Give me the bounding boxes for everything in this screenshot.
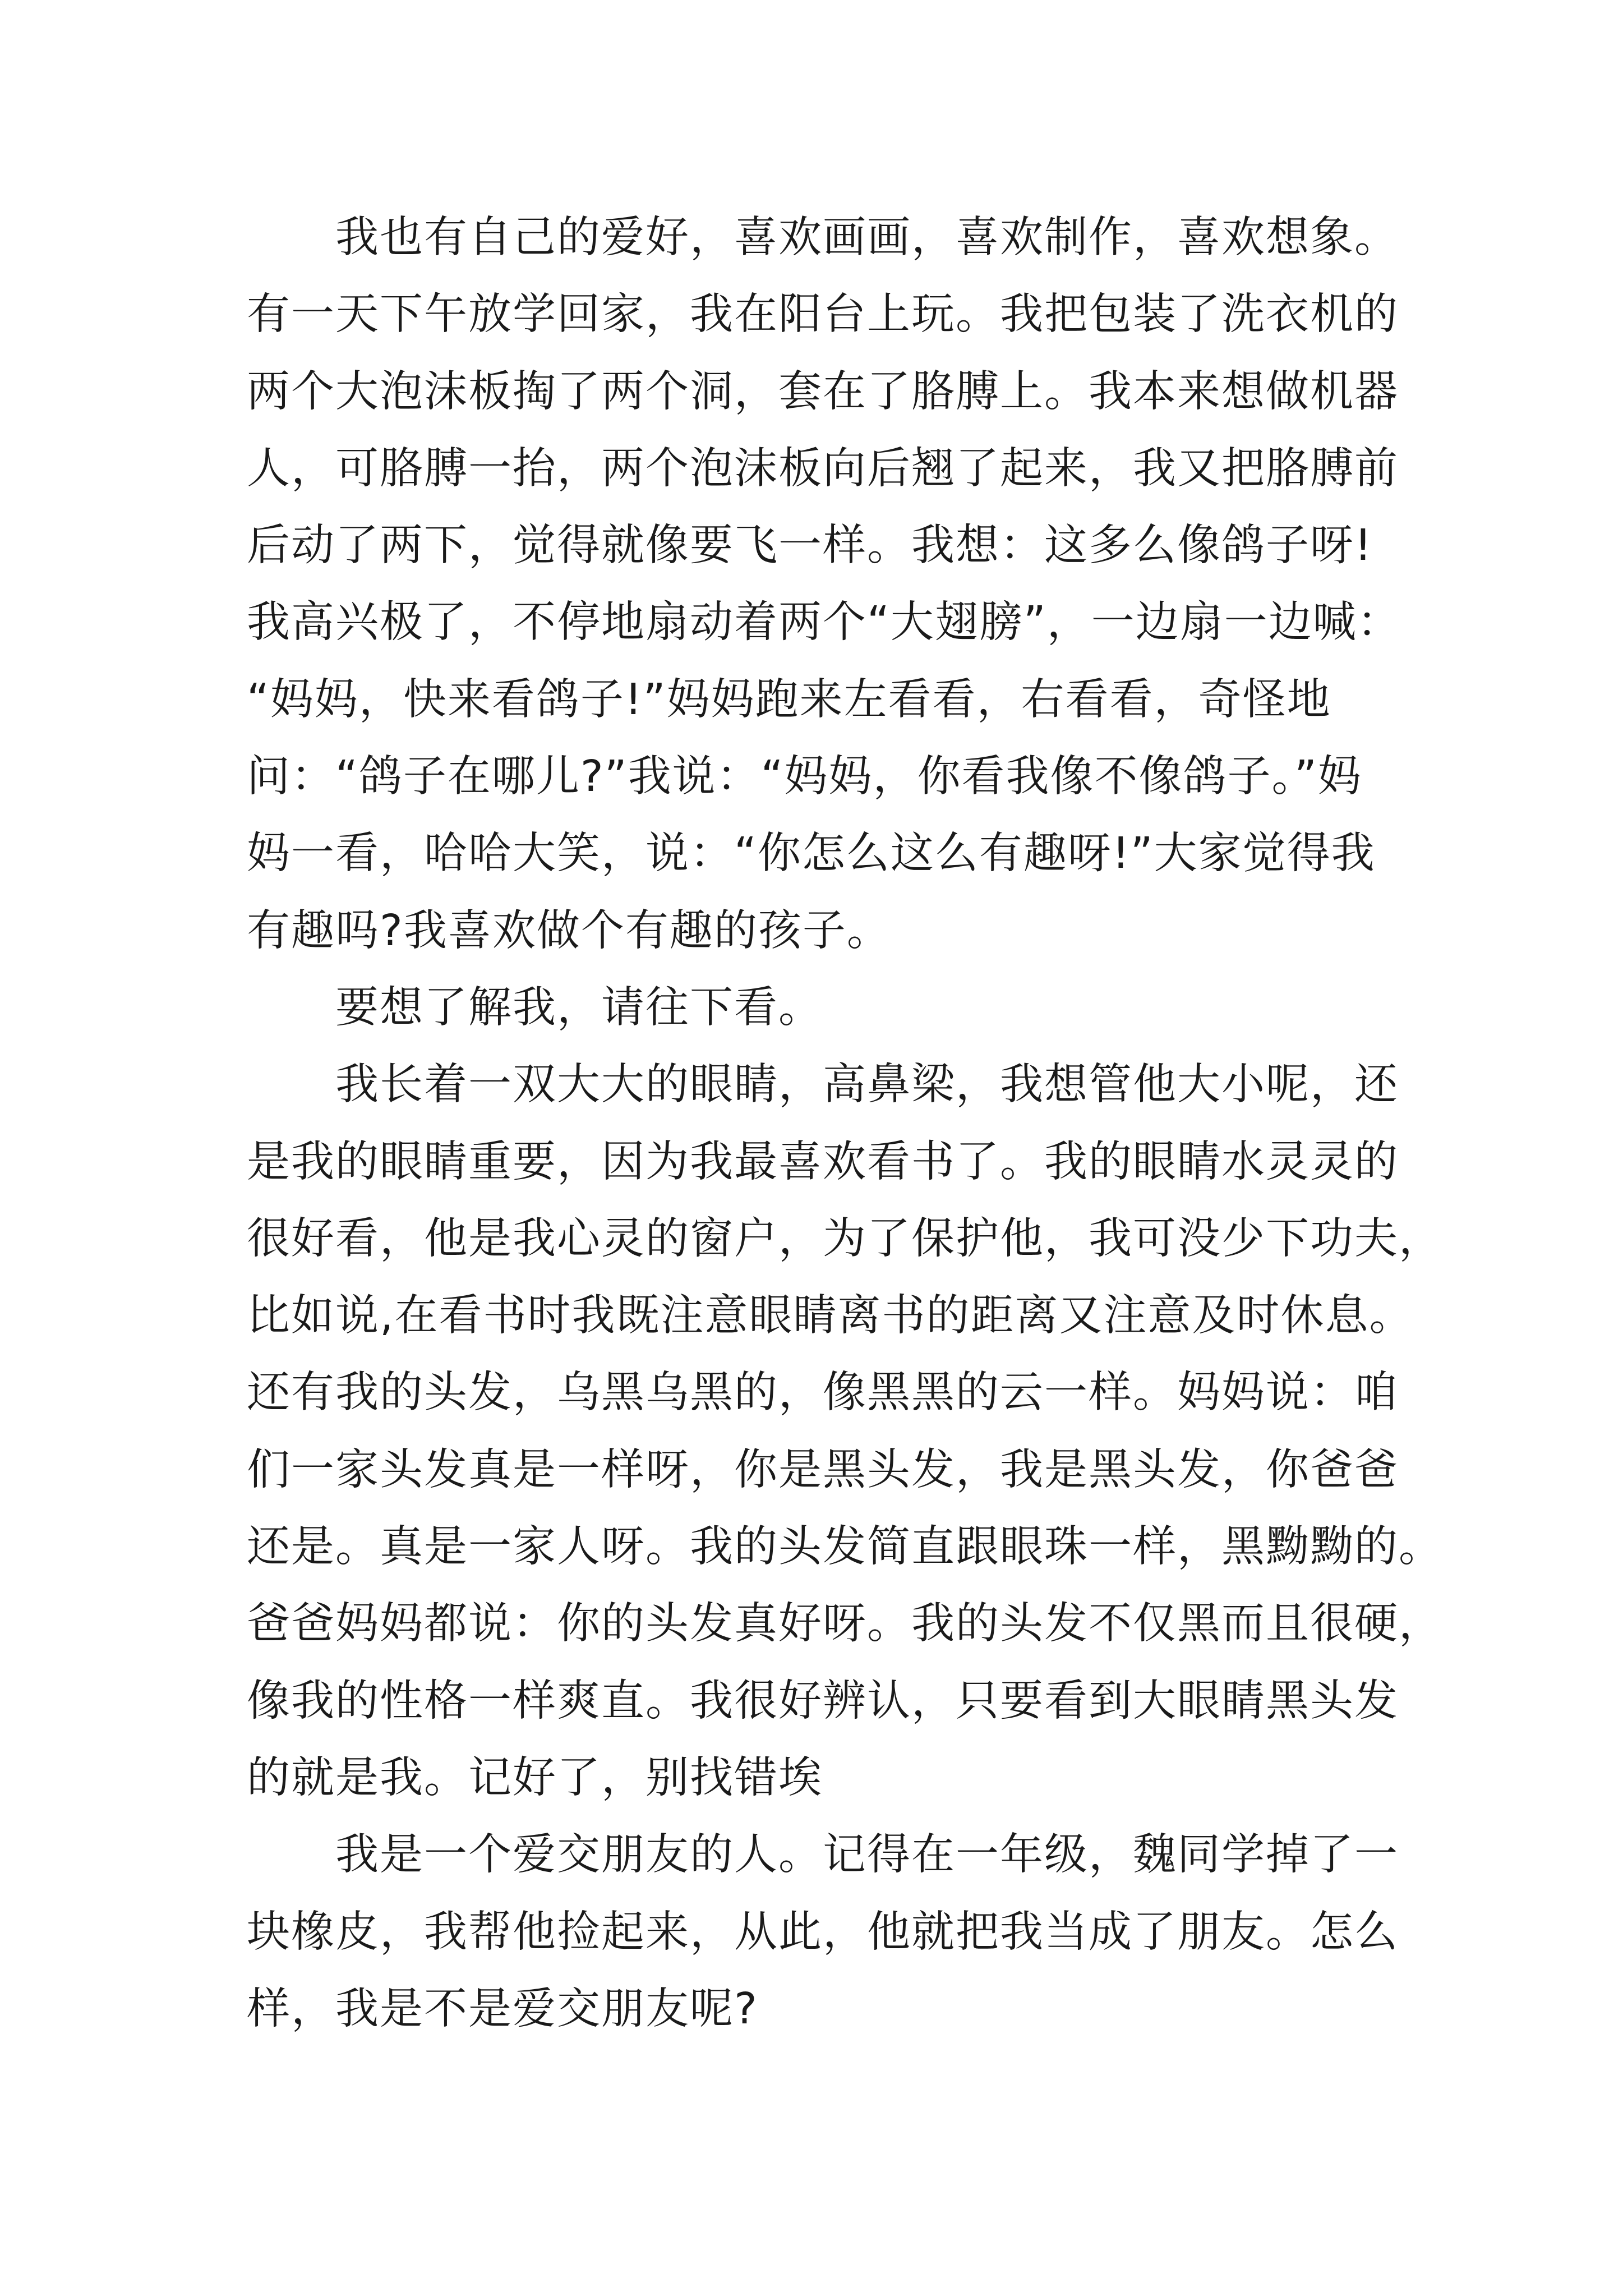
text-line: 我高兴极了，不停地扇动着两个“大翅膀”，一边扇一边喊：	[247, 597, 1401, 648]
document-body	[247, 199, 1443, 2047]
paragraph-friends	[247, 1816, 1438, 2047]
text-line: 我长着一双大大的眼睛，高鼻梁，我想管他大小呢，还	[335, 1060, 1399, 1110]
text-line: 的就是我。记好了，别找错埃	[247, 1752, 823, 1803]
text-line: 人，可胳膊一抬，两个泡沫板向后翘了起来，我又把胳膊前	[247, 443, 1399, 494]
text-line: 要想了解我，请往下看。	[335, 982, 823, 1033]
text-line: 我是一个爱交朋友的人。记得在一年级，魏同学掉了一	[335, 1830, 1399, 1880]
text-line: 问：“鸽子在哪儿?”我说：“妈妈，你看我像不像鸽子。”妈	[247, 752, 1362, 802]
text-line: 们一家头发真是一样呀，你是黑头发，我是黑头发，你爸爸	[247, 1444, 1399, 1495]
text-line: 是我的眼睛重要，因为我最喜欢看书了。我的眼睛水灵灵的	[247, 1137, 1399, 1187]
text-line: 爸爸妈妈都说：你的头发真好呀。我的头发不仅黑而且很硬，	[247, 1599, 1443, 1649]
text-line: 还是。真是一家人呀。我的头发简直跟眼珠一样，黑黝黝的。	[247, 1522, 1443, 1572]
text-line: 还有我的头发，乌黑乌黑的，像黑黑的云一样。妈妈说：咱	[247, 1368, 1399, 1418]
text-line: 块橡皮，我帮他捡起来，从此，他就把我当成了朋友。怎么	[247, 1907, 1399, 1957]
text-line: 很好看，他是我心灵的窗户，为了保护他，我可没少下功夫，	[247, 1213, 1443, 1264]
text-line: 有一天下午放学回家，我在阳台上玩。我把包装了洗衣机的	[247, 289, 1399, 340]
paragraph-intro	[247, 969, 1438, 1046]
text-line: 我也有自己的爱好，喜欢画画，喜欢制作，喜欢想象。	[335, 213, 1399, 263]
text-line: 妈一看，哈哈大笑，说：“你怎么这么有趣呀!”大家觉得我	[247, 829, 1376, 879]
text-line: 像我的性格一样爽直。我很好辨认，只要看到大眼睛黑头发	[247, 1676, 1399, 1726]
text-line: 样，我是不是爱交朋友呢?	[247, 1984, 758, 2034]
paragraph-hobby	[247, 199, 1438, 969]
paragraph-appearance	[247, 1046, 1443, 1816]
text-line: 两个大泡沫板掏了两个洞，套在了胳膊上。我本来想做机器	[247, 366, 1399, 417]
text-line: 后动了两下，觉得就像要飞一样。我想：这多么像鸽子呀!	[247, 521, 1373, 571]
text-line: 比如说,在看书时我既注意眼睛离书的距离又注意及时休息。	[247, 1291, 1414, 1341]
text-line: 有趣吗?我喜欢做个有趣的孩子。	[247, 905, 891, 956]
text-line: “妈妈，快来看鸽子!”妈妈跑来左看看，右看看，奇怪地	[247, 674, 1331, 725]
